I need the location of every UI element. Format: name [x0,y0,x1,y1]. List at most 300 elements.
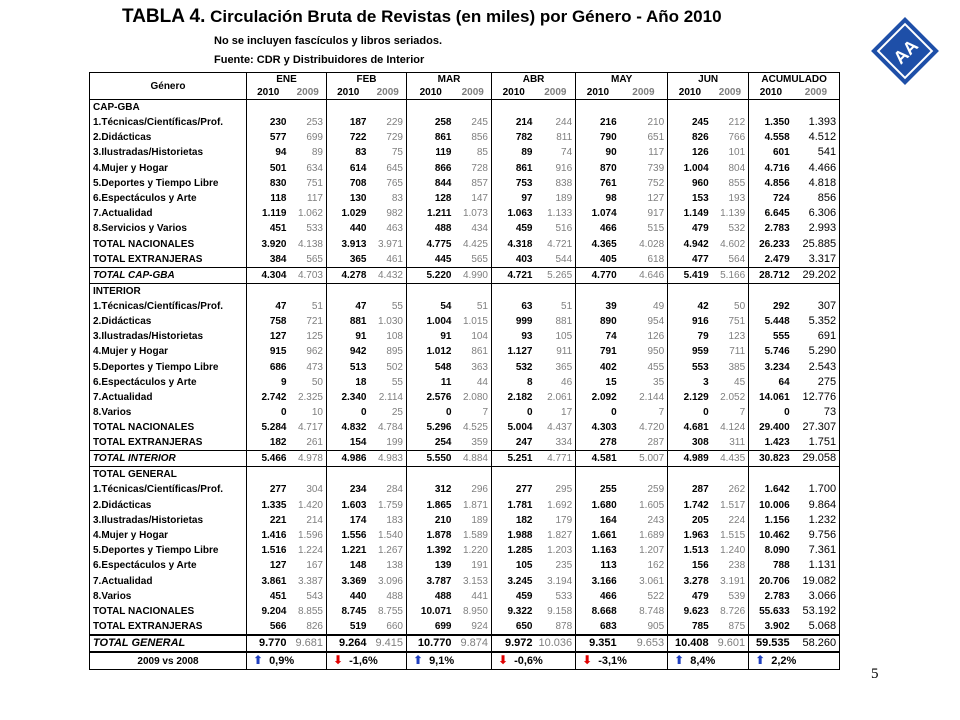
comparison-value: -0,6% [514,655,543,668]
cell-value: 5.068 [793,619,840,635]
cell-value: 28.712 [749,267,793,283]
cell-value: 365 [536,359,576,374]
cell-value: 3.191 [712,574,749,589]
cell-value: 296 [455,482,492,497]
cell-value: 516 [536,221,576,236]
empty-cell [370,467,407,483]
logo-text: AA [889,35,922,68]
cell-value: 1.063 [507,208,533,220]
cell-value: 5.550 [407,451,455,467]
cell-value: 259 [620,482,668,497]
cell-value: 1.335 [261,499,287,511]
cell-value: 532 [712,221,749,236]
cell-value: 1.119 [262,208,287,220]
cell-value: 1.416 [261,530,287,542]
cell-value: 5.251 [492,451,536,467]
cell-value: 565 [290,252,327,268]
cell-value: 123 [712,329,749,344]
table-row [90,482,840,497]
cell-value: 2.092 [591,391,617,403]
cell-value: 3.153 [455,574,492,589]
cell-value: 2.543 [793,359,840,374]
cell-value: 4.525 [455,420,492,435]
cell-value: 224 [712,513,749,528]
cell-value: 53.192 [793,604,840,619]
cell-value: 5.284 [261,422,287,434]
cell-value: 50 [290,375,327,390]
header-month: MAY [576,73,668,87]
cell-value: 960 [691,177,709,189]
table-row [90,130,840,145]
cell-value: 4.028 [620,237,668,252]
arrow-up-icon: ⬆ [674,653,685,668]
cell-value: 304 [290,482,327,497]
page-number: 5 [871,666,879,682]
empty-cell [455,283,492,299]
cell-value: 2.479 [764,253,790,265]
cell-value: 275 [793,375,840,390]
cell-value: 875 [712,619,749,635]
cell-value: 199 [370,435,407,451]
cell-value: 4.784 [370,420,407,435]
header-year-2010: 2010 [576,86,620,100]
cell-value: 10.770 [407,635,455,652]
comparison-cell [668,652,749,670]
cell-value: 214 [290,513,327,528]
cell-value: 501 [269,162,287,174]
row-label: 3.Ilustradas/Historietas [90,329,247,344]
empty-cell [290,467,327,483]
cell-value: 189 [536,191,576,206]
cell-value: 6.306 [793,206,840,221]
header-year-2009: 2009 [370,86,407,100]
cell-value: 18 [355,376,367,388]
cell-value: 5.265 [536,267,576,283]
cell-value: 118 [270,193,287,205]
cell-value: 1.156 [764,514,790,526]
cell-value: 699 [434,621,452,633]
empty-cell [793,467,840,483]
cell-value: 724 [772,193,790,205]
cell-value: 539 [712,589,749,604]
cell-value: 905 [620,619,668,635]
cell-value: 308 [691,437,709,449]
cell-value: 278 [599,437,617,449]
cell-value: 119 [435,147,452,159]
cell-value: 1.515 [712,528,749,543]
cell-value: 55 [370,375,407,390]
cell-value: 108 [370,329,407,344]
header-year-2009: 2009 [536,86,576,100]
table-row [90,589,840,604]
cell-value: 861 [455,344,492,359]
row-label: TOTAL GENERAL [90,635,247,652]
cell-value: 3.245 [507,575,533,587]
empty-cell [620,283,668,299]
cell-value: 101 [712,145,749,160]
cell-value: 0 [360,407,367,419]
header-month: FEB [327,73,407,87]
cell-value: 999 [515,315,533,327]
empty-cell [668,100,712,116]
cell-value: 515 [620,221,668,236]
empty-cell [576,283,620,299]
cell-value: 54 [440,300,452,312]
total-nacionales-row [90,420,840,435]
cell-value: 47 [275,300,287,312]
cell-value: 1.221 [341,545,367,557]
cell-value: 98 [605,193,617,205]
cell-value: 14.061 [759,391,790,403]
cell-value: 1.012 [426,346,452,358]
row-label: 8.Varios [90,589,247,604]
cell-value: 790 [599,132,617,144]
cell-value: 445 [434,253,452,265]
empty-cell [247,100,290,116]
header-year-2010: 2010 [492,86,536,100]
cell-value: 7 [712,405,749,420]
cell-value: 2.783 [764,590,790,602]
empty-cell [455,100,492,116]
cell-value: 782 [515,132,533,144]
cell-value: 459 [515,223,533,235]
cell-value: 403 [515,253,533,265]
row-label: TOTAL EXTRANJERAS [90,435,247,451]
comparison-cell [247,652,327,670]
table-row [90,375,840,390]
cell-value: 488 [434,223,452,235]
cell-value: 564 [712,252,749,268]
cell-value: 826 [691,132,709,144]
cell-value: 4.466 [793,161,840,176]
cell-value: 553 [691,361,709,373]
header-month: ENE [247,73,327,87]
cell-value: 916 [691,315,709,327]
table-title [122,6,722,28]
section-total-row [90,635,840,652]
cell-value: 104 [455,329,492,344]
cell-value: 440 [349,223,367,235]
cell-value: 3.861 [261,575,287,587]
cell-value: 17 [536,405,576,420]
cell-value: 117 [620,145,668,160]
cell-value: 4.856 [764,177,790,189]
table-row [90,221,840,236]
cell-value: 2.114 [370,390,407,405]
cell-value: 91 [440,331,452,343]
cell-value: 5.419 [668,267,712,283]
cell-value: 154 [349,437,367,449]
cell-value: 543 [290,589,327,604]
cell-value: 8.745 [341,605,367,617]
cell-value: 10 [290,405,327,420]
cell-value: 911 [536,344,576,359]
circulation-table [89,72,840,670]
cell-value: 4.989 [668,451,712,467]
cell-value: 1.073 [455,206,492,221]
cell-value: 125 [290,329,327,344]
cell-value: 4.681 [683,422,709,434]
row-label: 7.Actualidad [90,574,247,589]
empty-cell [407,283,455,299]
cell-value: 9.415 [370,635,407,652]
table-row [90,359,840,374]
cell-value: 29.058 [793,451,840,467]
cell-value: 1.393 [793,115,840,130]
section-total-row [90,267,840,283]
cell-value: 942 [349,346,367,358]
cell-value: 466 [599,590,617,602]
cell-value: 683 [599,621,617,633]
cell-value: 5.466 [247,451,290,467]
cell-value: 0 [611,407,617,419]
cell-value: 522 [620,589,668,604]
cell-value: 402 [599,361,617,373]
cell-value: 479 [691,590,709,602]
cell-value: 189 [455,513,492,528]
row-label: 3.Ilustradas/Historietas [90,145,247,160]
cell-value: 721 [290,314,327,329]
cell-value: 544 [536,252,576,268]
cell-value: 8.726 [712,604,749,619]
cell-value: 870 [599,162,617,174]
cell-value: 4.990 [455,267,492,283]
row-label: 2.Didácticas [90,314,247,329]
cell-value: 10.006 [759,499,790,511]
cell-value: 229 [370,115,407,130]
cell-value: 4.425 [455,237,492,252]
cell-value: 284 [370,482,407,497]
arrow-up-icon: ⬆ [412,653,424,668]
cell-value: 277 [269,484,287,496]
cell-value: 4.646 [620,267,668,283]
cell-value: 1.865 [426,499,452,511]
cell-value: 0 [703,407,709,419]
cell-value: 451 [269,223,287,235]
cell-value: 3 [703,376,709,388]
table-row [90,574,840,589]
cell-value: 4.775 [426,238,452,250]
cell-value: 1.211 [427,208,452,220]
empty-cell [668,467,712,483]
cell-value: 210 [620,115,668,130]
cell-value: 9.864 [793,498,840,513]
cell-value: 9.322 [507,605,533,617]
section-header [90,467,840,483]
table-row [90,145,840,160]
empty-cell [407,467,455,483]
cell-value: 148 [349,560,367,572]
cell-value: 3.061 [620,574,668,589]
section-total-row [90,451,840,467]
header-genre: Género [90,73,247,100]
row-label: 1.Técnicas/Científicas/Prof. [90,115,247,130]
cell-value: 1.827 [536,528,576,543]
cell-value: 459 [515,590,533,602]
empty-cell [536,283,576,299]
cell-value: 699 [290,130,327,145]
cell-value: 8.748 [620,604,668,619]
total-nacionales-row [90,237,840,252]
row-label: 6.Espectáculos y Arte [90,375,247,390]
cell-value: 4.770 [576,267,620,283]
cell-value: 4.884 [455,451,492,467]
row-label: TOTAL EXTRANJERAS [90,252,247,268]
cell-value: 105 [536,329,576,344]
cell-value: 1.029 [341,208,367,220]
cell-value: 855 [712,176,749,191]
cell-value: 4.318 [507,238,533,250]
cell-value: 2.993 [793,221,840,236]
cell-value: 59.535 [749,635,793,652]
table-row [90,299,840,314]
cell-value: 4.138 [290,237,327,252]
cell-value: 532 [515,361,533,373]
cell-value: 25 [370,405,407,420]
cell-value: 466 [599,223,617,235]
cell-value: 153 [691,193,709,205]
cell-value: 4.303 [591,422,617,434]
cell-value: 650 [515,621,533,633]
cell-value: 4.124 [712,420,749,435]
row-label: TOTAL NACIONALES [90,604,247,619]
cell-value: 950 [620,344,668,359]
cell-value: 79 [697,331,709,343]
header-row-months [90,73,840,87]
header-year-2010: 2010 [247,86,290,100]
header-month: MAR [407,73,492,87]
empty-cell [668,283,712,299]
section-title: CAP-GBA [90,100,247,116]
cell-value: 244 [536,115,576,130]
cell-value: 205 [691,514,709,526]
cell-value: 89 [521,147,533,159]
cell-value: 12.776 [793,390,840,405]
cell-value: 804 [712,161,749,176]
title-prefix: TABLA 4. [122,6,206,27]
cell-value: 2.052 [712,390,749,405]
empty-cell [793,100,840,116]
cell-value: 5.352 [793,314,840,329]
section-header [90,283,840,299]
arrow-up-icon: ⬆ [252,653,264,668]
cell-value: 463 [370,221,407,236]
title-text: Circulación Bruta de Revistas (en miles) por Género - Año 2010 [210,7,722,26]
cell-value: 541 [793,145,840,160]
row-label: 4.Mujer y Hogar [90,161,247,176]
cell-value: 20.706 [759,575,790,587]
cell-value: 791 [599,346,617,358]
cell-value: 214 [515,117,533,129]
cell-value: 1.556 [341,530,367,542]
empty-cell [327,283,370,299]
cell-value: 5.290 [793,344,840,359]
comparison-cell [576,652,668,670]
cell-value: 245 [691,117,709,129]
cell-value: 788 [772,560,790,572]
cell-value: 4.818 [793,176,840,191]
cell-value: 4.278 [327,267,370,283]
cell-value: 26.233 [759,238,790,250]
cell-value: 182 [269,437,287,449]
cell-value: 243 [620,513,668,528]
cell-value: 0 [526,407,533,419]
cell-value: 4.512 [793,130,840,145]
cell-value: 1.207 [620,543,668,558]
cell-value: 708 [349,177,367,189]
arrow-up-icon: ⬆ [755,653,766,668]
row-label: 5.Deportes y Tiempo Libre [90,543,247,558]
cell-value: 45 [712,375,749,390]
cell-value: 758 [269,315,287,327]
cell-value: 461 [370,252,407,268]
cell-value: 566 [269,621,287,633]
cell-value: 55 [370,299,407,314]
cell-value: 385 [712,359,749,374]
cell-value: 1.139 [712,206,749,221]
cell-value: 311 [712,435,749,451]
cell-value: 441 [455,589,492,604]
cell-value: 4.716 [764,162,790,174]
cell-value: 3.369 [341,575,367,587]
cell-value: 455 [620,359,668,374]
cell-value: 238 [712,558,749,573]
cell-value: 3.913 [341,238,367,250]
cell-value: 25.885 [793,237,840,252]
cell-value: 601 [772,147,790,159]
cell-value: 3.971 [370,237,407,252]
logo-icon [870,16,940,86]
cell-value: 479 [691,223,709,235]
cell-value: 1.513 [683,545,709,557]
header-year-2010: 2010 [327,86,370,100]
total-extranjeras-row [90,252,840,268]
table-row [90,115,840,130]
cell-value: 2.783 [764,223,790,235]
cell-value: 856 [455,130,492,145]
cell-value: 130 [349,193,367,205]
cell-value: 8.950 [455,604,492,619]
cell-value: 477 [691,253,709,265]
cell-value: 857 [455,176,492,191]
cell-value: 1.220 [455,543,492,558]
cell-value: 1.692 [536,498,576,513]
cell-value: 261 [290,435,327,451]
cell-value: 1.420 [290,498,327,513]
cell-value: 1.988 [507,530,533,542]
empty-cell [749,467,793,483]
cell-value: 866 [434,162,452,174]
cell-value: 147 [455,191,492,206]
cell-value: 258 [434,117,452,129]
cell-value: 954 [620,314,668,329]
cell-value: 384 [269,253,287,265]
cell-value: 691 [793,329,840,344]
cell-value: 63 [521,300,533,312]
cell-value: 982 [370,206,407,221]
cell-value: 29.400 [759,422,790,434]
empty-cell [492,467,536,483]
cell-value: 752 [620,176,668,191]
row-label: TOTAL CAP-GBA [90,267,247,283]
cell-value: 3.166 [591,575,617,587]
cell-value: 39 [605,300,617,312]
cell-value: 785 [691,621,709,633]
cell-value: 1.030 [370,314,407,329]
cell-value: 193 [712,191,749,206]
cell-value: 1.423 [764,437,790,449]
cell-value: 1.224 [290,543,327,558]
